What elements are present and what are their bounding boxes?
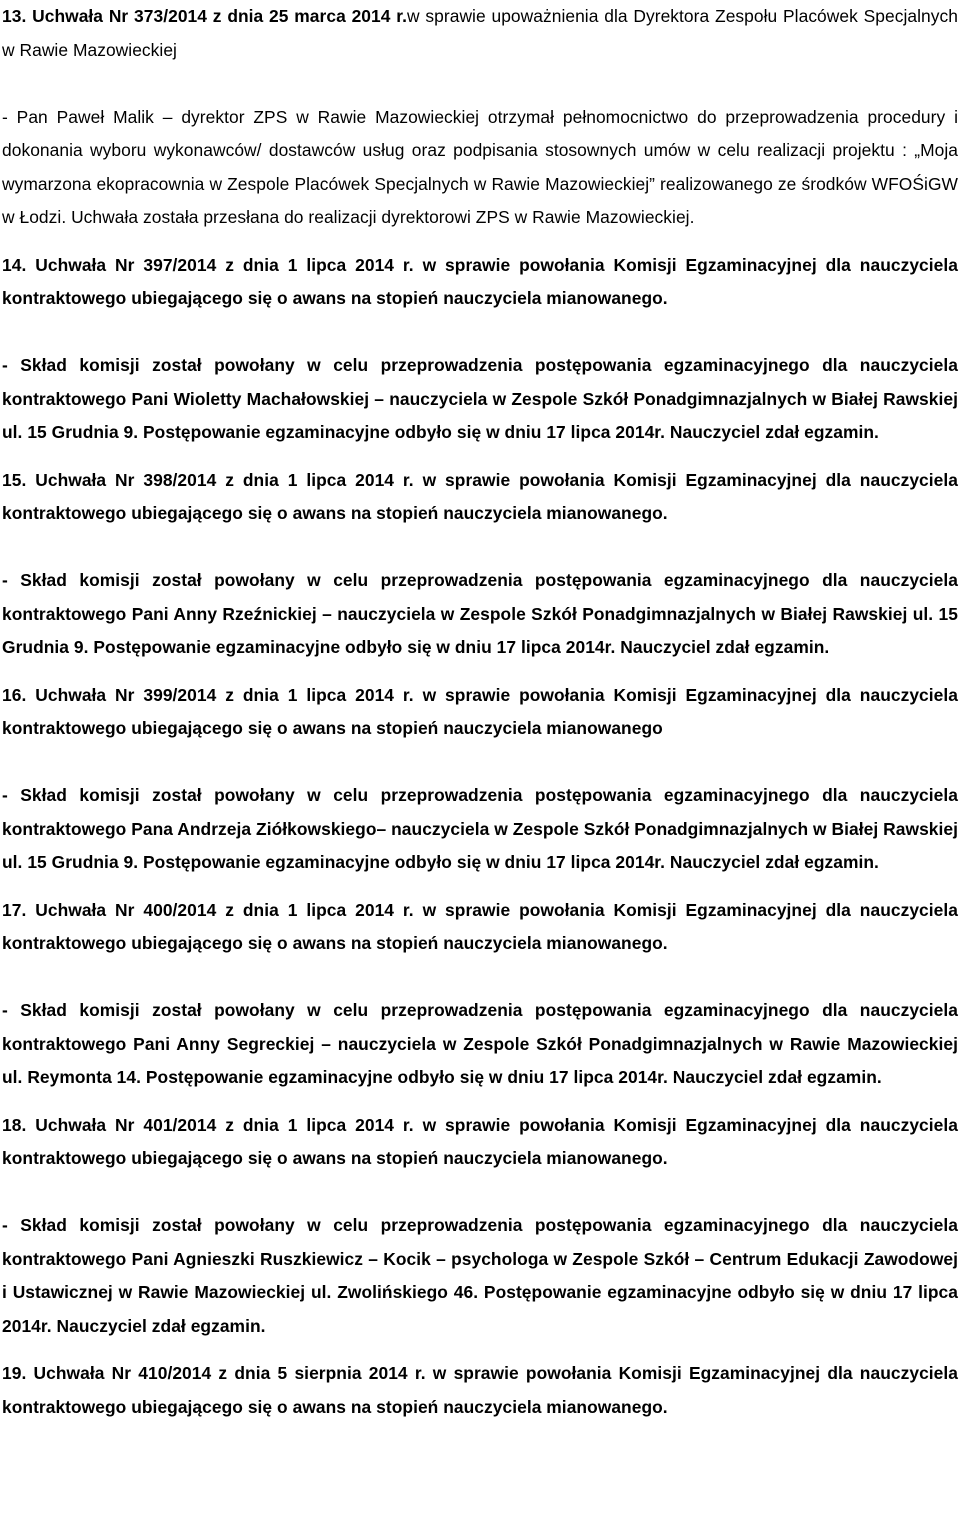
section-19-heading [2,1357,958,1424]
resolution-title: Uchwała Nr 373/2014 z dnia 25 marca 2014 r. [32,6,408,26]
section-number: 14. [2,254,27,275]
section-15-heading [2,464,958,531]
section-15-body: - Skład komisji został powołany w celu przeprowadzenia postępowania egzaminacyjnego dla nauczyciela kontraktowego Pani Anny Rzeźnickiej – nauczyciela w Zespole Szkół Ponadgimnazjalnych w Białej Rawskiej ul. 15 Grudnia 9. Postępowanie egzaminacyjne odbyło się w dniu 17 lipca 2014r. Nauczyciel zdał egzamin. [2,570,958,657]
section-16-body: - Skład komisji został powołany w celu przeprowadzenia postępowania egzaminacyjnego dla nauczyciela kontraktowego Pana Andrzeja Ziółkowskiego– nauczyciela w Zespole Szkół Ponadgimnazjalnych w Białej Rawskiej ul. 15 Grudnia 9. Postępowanie egzaminacyjne odbyło się w dniu 17 lipca 2014r. Nauczyciel zdał egzamin. [2,785,958,872]
section-number: 18. [2,1114,27,1135]
paragraph-gap [2,746,958,780]
resolution-title: Uchwała Nr 401/2014 z dnia 1 lipca 2014 r. w sprawie powołania Komisji Egzaminacyjnej dla nauczyciela kontraktowego ubiegającego się o awans na stopień nauczyciela mianowanego. [2,1114,958,1168]
section-17-body: - Skład komisji został powołany w celu przeprowadzenia postępowania egzaminacyjnego dla nauczyciela kontraktowego Pani Anny Segreckiej – nauczyciela w Zespole Szkół Ponadgimnazjalnych w Rawie Mazowieckiej ul. Reymonta 14. Postępowanie egzaminacyjne odbyło się w dniu 17 lipca 2014r. Nauczyciel zdał egzamin. [2,1000,958,1087]
section-13-heading [2,0,958,67]
section-18-heading [2,1109,958,1176]
section-number: 13. [2,6,27,26]
section-14-heading [2,249,958,316]
paragraph-gap [2,665,958,679]
paragraph-gap [2,531,958,565]
resolution-title: Uchwała Nr 398/2014 z dnia 1 lipca 2014 r. w sprawie powołania Komisji Egzaminacyjnej dla nauczyciela kontraktowego ubiegającego się o awans na stopień nauczyciela mianowanego. [2,469,958,523]
paragraph-gap [2,1095,958,1109]
paragraph-gap [2,1176,958,1210]
section-number: 15. [2,469,27,490]
resolution-title: Uchwała Nr 397/2014 z dnia 1 lipca 2014 r. w sprawie powołania Komisji Egzaminacyjnej dla nauczyciela kontraktowego ubiegającego się o awans na stopień nauczyciela mianowanego. [2,254,958,308]
paragraph-gap [2,450,958,464]
paragraph-gap [2,316,958,350]
resolution-title: Uchwała Nr 399/2014 z dnia 1 lipca 2014 r. w sprawie powołania Komisji Egzaminacyjnej dla nauczyciela kontraktowego ubiegającego się o awans na stopień nauczyciela mianowanego [2,684,958,738]
section-13-body: - Pan Paweł Malik – dyrektor ZPS w Rawie Mazowieckiej otrzymał pełnomocnictwo do przeprowadzenia procedury i dokonania wyboru wykonawców/ dostawców usług oraz podpisania stosownych umów w celu realizacji projektu : „Moja wymarzona ekopracownia w Zespole Placówek Specjalnych w Rawie Mazowieckiej” realizowanego ze środków WFOŚiGW w Łodzi. Uchwała została przesłana do realizacji dyrektorowi ZPS w Rawie Mazowieckiej. [2,106,958,227]
resolution-title: Uchwała Nr 410/2014 z dnia 5 sierpnia 2014 r. w sprawie powołania Komisji Egzaminacyjnej dla nauczyciela kontraktowego ubiegającego się o awans na stopień nauczyciela mianowanego. [2,1363,958,1417]
section-17-heading [2,894,958,961]
paragraph-gap [2,880,958,894]
section-14-body: - Skład komisji został powołany w celu przeprowadzenia postępowania egzaminacyjnego dla nauczyciela kontraktowego Pani Wioletty Machałowskiej – nauczyciela w Zespole Szkół Ponadgimnazjalnych w Białej Rawskiej ul. 15 Grudnia 9. Postępowanie egzaminacyjne odbyło się w dniu 17 lipca 2014r. Nauczyciel zdał egzamin. [2,355,958,442]
paragraph-gap [2,67,958,101]
paragraph-gap [2,235,958,249]
resolution-subject: w sprawie upoważnienia dla Dyrektora Zespołu Placówek Specjalnych w Rawie Mazowieckiej [2,6,958,60]
resolution-title: Uchwała Nr 400/2014 z dnia 1 lipca 2014 r. w sprawie powołania Komisji Egzaminacyjnej dla nauczyciela kontraktowego ubiegającego się o awans na stopień nauczyciela mianowanego. [2,899,958,953]
paragraph-gap [2,1343,958,1357]
section-16-heading [2,679,958,746]
section-number: 16. [2,684,27,705]
section-number: 17. [2,899,27,920]
paragraph-gap [2,961,958,995]
section-18-body: - Skład komisji został powołany w celu przeprowadzenia postępowania egzaminacyjnego dla nauczyciela kontraktowego Pani Agnieszki Ruszkiewicz – Kocik – psychologa w Zespole Szkół – Centrum Edukacji Zawodowej i Ustawicznej w Rawie Mazowieckiej ul. Zwolińskiego 46. Postępowanie egzaminacyjne odbyło się w dniu 17 lipca 2014r. Nauczyciel zdał egzamin. [2,1215,958,1336]
section-number: 19. [2,1363,27,1383]
